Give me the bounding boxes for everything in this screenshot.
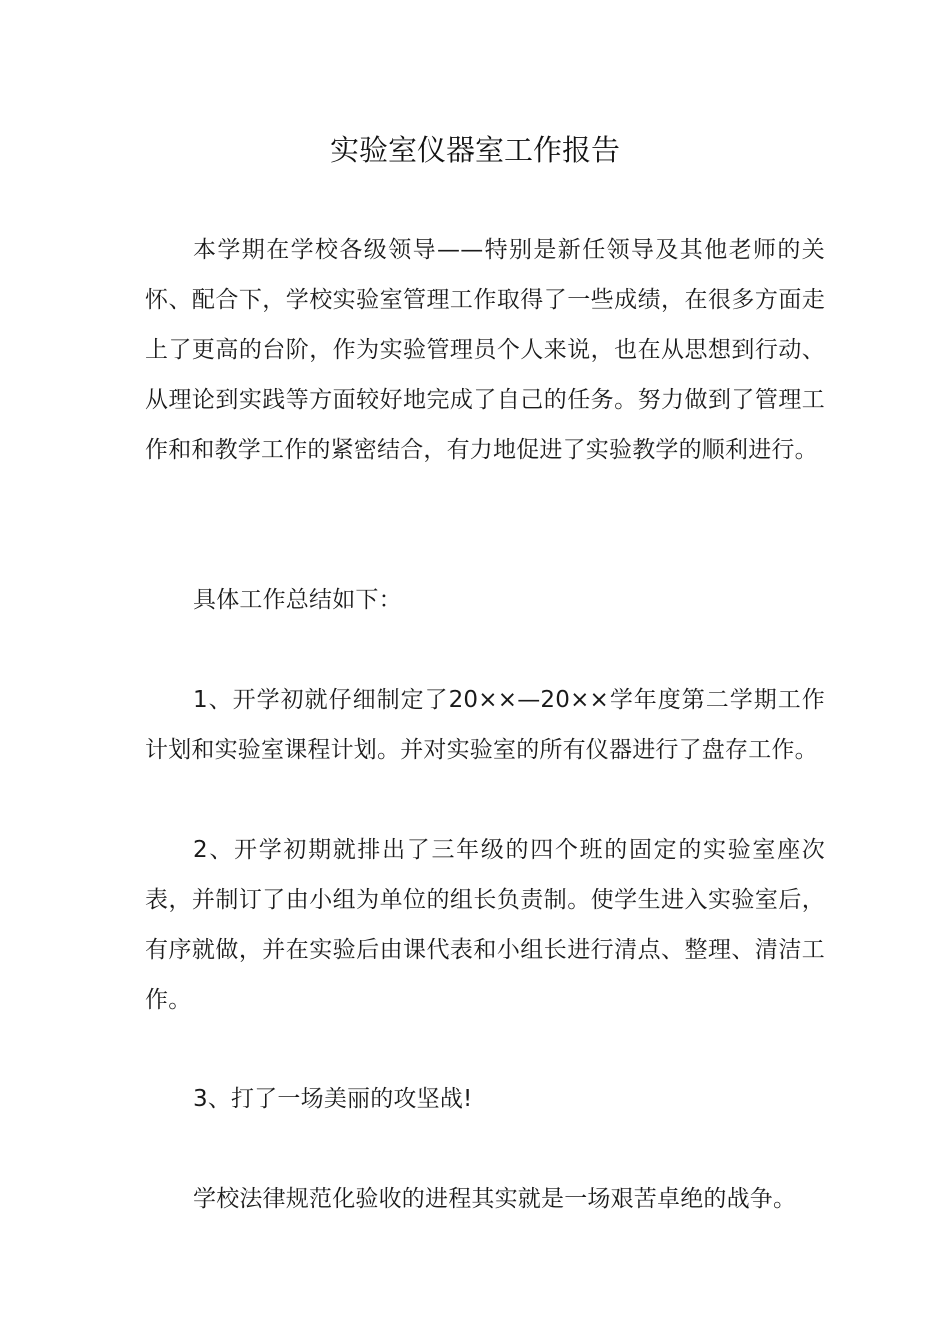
paragraph-item-3: 3、打了一场美丽的攻坚战! — [193, 1086, 473, 1112]
paragraph-intro: 本学期在学校各级领导——特别是新任领导及其他老师的关怀、配合下，学校实验室管理工作取得了一些成绩，在很多方面走上了更高的台阶，作为实验管理员个人来说，也在从思想到行动、从理论到实践等方面较好地完成了自己的任务。努力做到了管理工作和和教学工作的紧密结合，有力地促进了实验教学的顺利进行。 — [145, 237, 825, 463]
paragraph-summary-heading: 具体工作总结如下： — [193, 587, 402, 613]
paragraph-item-1: 1、开学初就仔细制定了20××—20××学年度第二学期工作计划和实验室课程计划。并对实验室的所有仪器进行了盘存工作。 — [145, 687, 825, 763]
paragraph-item-2: 2、开学初期就排出了三年级的四个班的固定的实验室座次表，并制订了由小组为单位的组长负责制。使学生进入实验室后，有序就做，并在实验后由课代表和小组长进行清点、整理、清洁工作。 — [145, 837, 825, 1013]
document-title: 实验室仪器室工作报告 — [329, 133, 620, 167]
paragraph-acceptance: 学校法律规范化验收的进程其实就是一场艰苦卓绝的战争。 — [193, 1186, 797, 1212]
